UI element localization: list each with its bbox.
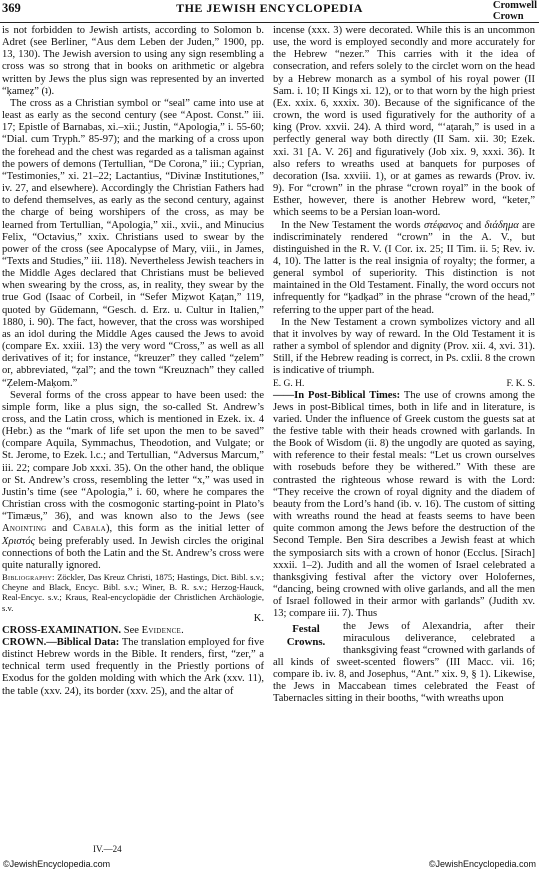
signature-mark: IV.—24	[93, 844, 122, 854]
author-signature: K.	[253, 612, 264, 624]
footer-link-right[interactable]: ©JewishEncyclopedia.com	[428, 859, 536, 869]
paragraph-text: ), this form as the initial letter of	[106, 523, 265, 535]
greek-word: διάδημα	[484, 219, 519, 231]
paragraph: is not forbidden to Jewish artists, according to Solomon b. Adret (see Berliner, “Aus dem Leben der Juden,” 1900, pp. 13, 130). The Jewish aversion to using any sign resembling a cross was so strong that in books on arithmetic or algebra written by Jews the plus sign was represented by an inverted “ḳameẓ” (ʇ).	[2, 25, 264, 97]
greek-word: Χριστός	[2, 535, 35, 547]
bibliography-text: Zöckler, Das Kreuz Christi, 1875; Hastings, Dict. Bibl. s.v.; Cheyne and Black, Encyc. Bibl. s.v.; Winer, B. R. s.v.; Herzog-Hauck, Real-Encyc. s.v.; Kraus, Real-encyclopädie der Christlichen Archäologie, s.v.	[2, 572, 264, 613]
page-footer	[0, 857, 539, 873]
guide-word-bottom: Crown	[492, 11, 524, 22]
paragraph	[273, 621, 535, 706]
paragraph-text: The use of crowns among the Jews in post-Biblical times, both in life and in literature, is varied. Under the influence of Greek custom the guests sat at the festive table with their heads crowned with garlands. In the Book of Wisdom (ii. 8) the ungodly are quoted as saying, with reference to their festal meals: “Let us crown ourselves with rosebuds before they be withered.” With these are contrasted the righteous whose reward is with the Lord: “They receive the crown of royal dignity and the diadem of beauty from the Lord’s hand (ib. v. 16). The custom of sitting with wreaths round the head at feasts seems to have been quite common among the Jews before the destruction of the Second Temple. Ben Sira describes a Jewish feast at which the symposiarch sits with a crown of honor (Ecclus. [Sirach] xxxii. 1–2). Judith and all the women of Israel celebrated a thanksgiving festival after the victory over Holofernes, “dancing, being crowned with olive garlands, and all the men of Israel followed in their armor with garlands” (Judith xv. 13; compare iii. 7). Thus	[273, 389, 535, 620]
page-header	[0, 0, 539, 22]
paragraph-text: are indiscriminately rendered “crown” in the A. V., but distinguished in the R. V. (I Cor. ix. 25; II Tim. ii. 5; Rev. iv. 4, 10). The latter is the real insignia of royalty; the former, a general symbol of superiority. This distinction is not maintained in the Old Testament. Finally, the word occurs not infrequently for “ḳadḳad” in the phrase “crown of the head,” referring to the upper part of the head.	[273, 219, 535, 316]
bibliography-label: Bibliography:	[2, 572, 55, 583]
link-anointing[interactable]: Anointing	[2, 523, 47, 535]
guide-words	[493, 0, 537, 22]
paragraph: In the New Testament a crown symbolizes victory and all that it involves by way of reward. In the Old Testament it is rather a symbol of splendor and dignity (Prov. xii. 4, xvi. 31). Still, if the Hebrew reading is correct, in Ps. cxlii. 8 the crown is indicative of triumph.	[273, 316, 535, 377]
paragraph: The cross as a Christian symbol or “seal” came into use at least as early as the second century (see “Apost. Const.” iii. 17; Epistle of Barnabas, xi.–xii.; Justin, “Apologia,” i. 55-60; “Dial. cum Tryph.” 85-97); and the marking of a cross upon the forehead and the chest was regarded as a talisman against the powers of demons (Tertullian, “De Corona,” iii.; Cyprian, “Testimonies,” xi. 21–22; Lactantius, “Divinæ Institutiones,” iv. 27, and elsewhere). Accordingly the Christian Fathers had to defend themselves, as early as the second century, against the charge of being worshipers of the cross, as may be learned from Tertullian, “Apologia,” xii., xvii., and Minucius Felix, “Octavius,” xxix. Christians used to swear by the power of the cross (see Apocalypse of Mary, viii., in James, “Texts and Studies,” iii. 118). Nevertheless Jewish teachers in the Middle Ages declared that Christians must be believed when swearing by the cross, as, in reality, they swear by the true God (Isaac of Corbeil, in “Sefer Miẓwot Ḳaṭan,” 119, quoted by Güdemann, “Gesch. d. Erz. u. Cultur in Italien,” 1880, i. 90). The fact, however, that the cross was worshiped as an idol during the Middle Ages caused the Jews to avoid (compare Ex. xxiii. 13) the very word “Cross,” as well as all derivatives of it; for instance, “kreuzer” they called “ẓelem” or, abbreviated, “ẓal”; and the town “Kreuznach” they called “Ẓelem-Maḳom.”	[2, 97, 264, 389]
entry-heading: CROSS-EXAMINATION.	[2, 624, 122, 636]
link-evidence[interactable]: Evidence	[141, 624, 182, 636]
section-heading: ——In Post-Biblical Times:	[273, 389, 401, 401]
bibliography	[2, 572, 264, 613]
see-text: See	[123, 624, 139, 636]
paragraph	[2, 390, 264, 572]
signature-left: E. G. H.	[273, 378, 305, 389]
link-cabala[interactable]: Cabala	[73, 523, 106, 535]
paragraph-text: In the New Testament the words	[281, 219, 421, 231]
paragraph-text: The translation employed for five distinct Hebrew words in the Bible. It renders, first, “zer,” a technical term used frequently in the Priestly portions of Exodus for the golden molding with which the Ark (xxv. 11), the table (xxv. 24), its border (xxv. 25), and the altar of	[2, 637, 265, 697]
entry-cross-examination: CROSS-EXAMINATION. See Evidence.	[2, 624, 184, 636]
signature-right: F. K. S.	[506, 378, 535, 389]
footer-link-left[interactable]: ©JewishEncyclopedia.com	[3, 859, 111, 869]
text-and: and	[465, 219, 482, 231]
section-post-biblical	[273, 390, 535, 621]
side-heading-line: Crowns.	[286, 635, 326, 648]
text-and: and	[52, 523, 68, 535]
paragraph-text: Several forms of the cross appear to have been used: the simple form, like a plus sign, the so-called St. Andrew’s cross, and the Latin cross, which is mentioned in Ezek. ix. 4 (Hebr.) as the “mark of life set upon the men to be saved” (compare Aquila, Symmachus, Theodotion, and Vulgate; or St. Jerome, to Ezek. l.c.; and Tertullian, “Adversus Marcum,” iii. 22; compare Job xxxi. 35). On the other hand, the oblique or St. Andrew’s cross, resembling the letter “x,” was used in Justin’s time (see “Apologia,” i. 60, where he compares the Christian cross with the cosmogonic starting-point in Plato’s “Timæus,” 36), and was known also to the Jews (see	[2, 389, 264, 523]
side-heading	[273, 623, 339, 649]
guide-word-top: Cromwell	[492, 0, 537, 11]
left-column	[2, 25, 264, 698]
paragraph	[273, 220, 535, 317]
paragraph: incense (xxx. 3) were decorated. While this is an uncommon use, the word is employed secondly and more accurately for the Hebrew “nezer.” This carries with it the idea of consecration, and refers solely to the circlet worn on the head by a Hebrew monarch as a symbol of his royal power (II Sam. i. 10; II Kings xi. 12), or to that worn by the high priest (Ex. xxix. 6, xxxix. 30). Because of the significance of the crown, the word is used figuratively for the authority of a king (Prov. xxvii. 24). A third word, “‘aṭarah,” is used in a perfectly general way both directly (II Sam. xii. 30; Ezek. xxi. 31 [A. V. 26] and figuratively (Job xix. 9, xxxi. 36). It also refers to wreaths used at banquets for purposes of decoration (Isa. xxviii. 1), or at games as rewards (Prov. iv. 9). For “crown” in the phrase “crown royal” in the book of Esther, however, there is another Hebrew word, “keter,” which seems to be a Persian loan-word.	[273, 25, 535, 219]
right-column	[273, 25, 535, 706]
greek-word: στέφανος	[423, 219, 463, 231]
paragraph-text: the Jews of Alexandria, after their miraculous deliverance, celebrated a thanksgiving feast “crowned with garlands of all kinds of sweet-scented flowers” (III Macc. vii. 16; compare ib. iv. 8, and Josephus, “Ant.” xix. 9, § 1). Likewise, the Jews in Maccabean times celebrated the Feast of Tabernacles sitting in their booths, “with wreaths upon	[273, 620, 535, 705]
header-rule	[0, 22, 539, 23]
paragraph-text: being preferably used. In Jewish circles the original connections of both the Latin and the St. Andrew’s cross were quite naturally ignored.	[2, 535, 264, 571]
running-title: THE JEWISH ENCYCLOPEDIA	[176, 1, 363, 15]
entry-heading: CROWN.—Biblical Data:	[2, 637, 120, 648]
author-signatures	[273, 378, 535, 390]
page-number: 369	[2, 1, 21, 15]
entry-crown	[2, 637, 264, 698]
side-heading-line: Festal	[292, 622, 320, 635]
